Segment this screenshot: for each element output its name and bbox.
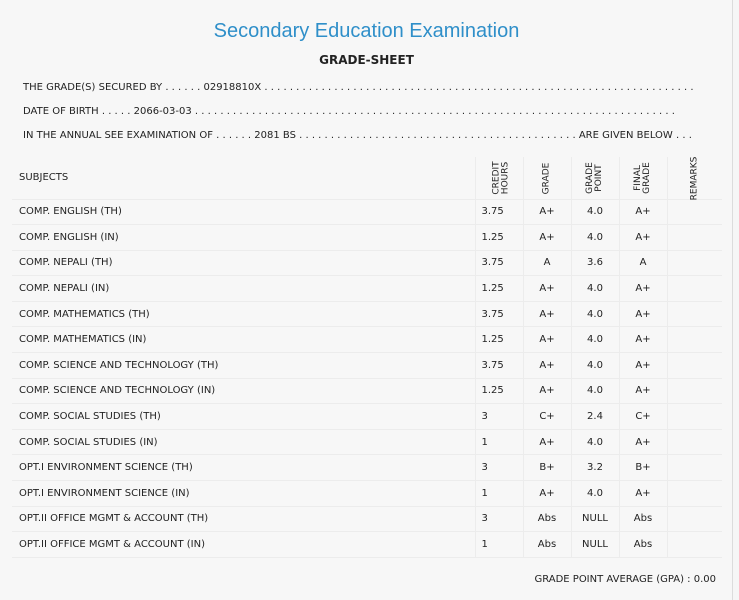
grade-cell: A+: [523, 199, 571, 225]
grade-cell: A+: [523, 225, 571, 251]
final-grade-cell: Abs: [619, 506, 667, 532]
grades-table: [12, 157, 722, 558]
grade-point-cell: 4.0: [571, 199, 619, 225]
header-final-grade: [619, 157, 667, 199]
grade-point-cell: 4.0: [571, 378, 619, 404]
credit-hours-cell: 1.25: [475, 327, 523, 353]
credit-hours-cell: 3.75: [475, 301, 523, 327]
header-fg-line2: GRADE: [641, 161, 652, 194]
grade-point-cell: 3.6: [571, 250, 619, 276]
credit-hours-cell: 1: [475, 481, 523, 507]
remarks-cell: [667, 378, 722, 404]
grade-cell: A+: [523, 276, 571, 302]
header-gp-line2: POINT: [593, 164, 604, 192]
header-fg-line1: FINAL: [632, 164, 643, 191]
subject-cell: COMP. MATHEMATICS (TH): [12, 301, 475, 327]
remarks-cell: [667, 481, 722, 507]
subject-cell: OPT.I ENVIRONMENT SCIENCE (IN): [12, 481, 475, 507]
exam-title: Secondary Education Examination: [213, 20, 520, 42]
remarks-cell: [667, 301, 722, 327]
table-row: [12, 378, 722, 404]
grade-point-cell: 3.2: [571, 455, 619, 481]
subject-cell: COMP. SCIENCE AND TECHNOLOGY (IN): [12, 378, 475, 404]
grade-cell: Abs: [523, 532, 571, 558]
final-grade-cell: A+: [619, 481, 667, 507]
grade-cell: Abs: [523, 506, 571, 532]
final-grade-cell: A+: [619, 301, 667, 327]
table-row: [12, 225, 722, 251]
final-grade-cell: Abs: [619, 532, 667, 558]
header-remarks: REMARKS: [667, 157, 722, 199]
grade-point-cell: 4.0: [571, 276, 619, 302]
remarks-cell: [667, 276, 722, 302]
subject-cell: OPT.II OFFICE MGMT & ACCOUNT (IN): [12, 532, 475, 558]
header-credit-line1: CREDIT: [492, 161, 502, 195]
final-grade-cell: A+: [619, 378, 667, 404]
final-grade-cell: A+: [619, 225, 667, 251]
grade-cell: B+: [523, 455, 571, 481]
info-date-of-birth: DATE OF BIRTH . . . . . 2066-03-03 . . . . . . . . . . . . . . . . . . . . . . . . . . . . . . . . . . . . . . . . . . . . . . . . . . . . . . . . . . . . . . . . . . . . . . . . . . . .: [23, 106, 675, 117]
grade-cell: A: [523, 250, 571, 276]
credit-hours-cell: 1.25: [475, 276, 523, 302]
grade-point-cell: 4.0: [571, 225, 619, 251]
final-grade-cell: A+: [619, 353, 667, 379]
credit-hours-cell: 1: [475, 532, 523, 558]
grade-cell: C+: [523, 404, 571, 430]
subject-cell: COMP. MATHEMATICS (IN): [12, 327, 475, 353]
header-gp-line1: GRADE: [584, 161, 595, 194]
table-row: [12, 250, 722, 276]
table-row: [12, 532, 722, 558]
subject-cell: COMP. NEPALI (IN): [12, 276, 475, 302]
header-grade-point: [571, 157, 619, 199]
grade-cell: A+: [523, 429, 571, 455]
table-row: [12, 301, 722, 327]
subject-cell: COMP. SOCIAL STUDIES (TH): [12, 404, 475, 430]
grade-point-cell: 4.0: [571, 301, 619, 327]
grade-sheet-heading: GRADE-SHEET: [319, 53, 414, 67]
credit-hours-cell: 3.75: [475, 353, 523, 379]
gpa-summary: GRADE POINT AVERAGE (GPA) : 0.00: [534, 574, 716, 585]
remarks-cell: [667, 455, 722, 481]
final-grade-cell: A+: [619, 327, 667, 353]
credit-hours-cell: 3.75: [475, 250, 523, 276]
subject-cell: COMP. SOCIAL STUDIES (IN): [12, 429, 475, 455]
final-grade-cell: A+: [619, 429, 667, 455]
header-subjects: SUBJECTS: [12, 157, 475, 199]
subject-cell: COMP. ENGLISH (IN): [12, 225, 475, 251]
table-row: [12, 404, 722, 430]
final-grade-cell: C+: [619, 404, 667, 430]
final-grade-cell: A+: [619, 199, 667, 225]
grade-point-cell: 2.4: [571, 404, 619, 430]
remarks-cell: [667, 532, 722, 558]
table-row: [12, 327, 722, 353]
credit-hours-cell: 3: [475, 455, 523, 481]
header-credit-line2: HOURS: [501, 161, 511, 194]
info-examination: IN THE ANNUAL SEE EXAMINATION OF . . . . . . 2081 BS . . . . . . . . . . . . . . . . . . . . . . . . . . . . . . . . . . . . . . . . . . . . ARE GIVEN BELOW . . .: [23, 130, 692, 141]
remarks-cell: [667, 506, 722, 532]
table-row: [12, 353, 722, 379]
table-row: [12, 481, 722, 507]
remarks-cell: [667, 353, 722, 379]
grade-cell: A+: [523, 481, 571, 507]
grade-cell: A+: [523, 378, 571, 404]
header-grade: GRADE: [523, 157, 571, 199]
subject-cell: COMP. SCIENCE AND TECHNOLOGY (TH): [12, 353, 475, 379]
remarks-cell: [667, 404, 722, 430]
remarks-cell: [667, 225, 722, 251]
final-grade-cell: A: [619, 250, 667, 276]
credit-hours-cell: 3: [475, 404, 523, 430]
table-row: [12, 199, 722, 225]
grade-cell: A+: [523, 301, 571, 327]
table-row: [12, 455, 722, 481]
table-row: [12, 276, 722, 302]
grade-point-cell: NULL: [571, 506, 619, 532]
final-grade-cell: A+: [619, 276, 667, 302]
remarks-cell: [667, 429, 722, 455]
subject-cell: OPT.I ENVIRONMENT SCIENCE (TH): [12, 455, 475, 481]
credit-hours-cell: 1.25: [475, 378, 523, 404]
remarks-cell: [667, 199, 722, 225]
subject-cell: COMP. ENGLISH (TH): [12, 199, 475, 225]
header-credit-hours: [475, 157, 523, 199]
grade-cell: A+: [523, 327, 571, 353]
table-row: [12, 506, 722, 532]
grade-point-cell: NULL: [571, 532, 619, 558]
remarks-cell: [667, 327, 722, 353]
final-grade-cell: B+: [619, 455, 667, 481]
info-secured-by: THE GRADE(S) SECURED BY . . . . . . 02918810X . . . . . . . . . . . . . . . . . . . . . . . . . . . . . . . . . . . . . . . . . . . . . . . . . . . . . . . . . . . . . . . . . . . .: [23, 82, 694, 93]
credit-hours-cell: 3.75: [475, 199, 523, 225]
subject-cell: COMP. NEPALI (TH): [12, 250, 475, 276]
table-row: [12, 429, 722, 455]
credit-hours-cell: 3: [475, 506, 523, 532]
remarks-cell: [667, 250, 722, 276]
grade-cell: A+: [523, 353, 571, 379]
grade-point-cell: 4.0: [571, 327, 619, 353]
table-header-row: [12, 157, 722, 199]
grade-point-cell: 4.0: [571, 481, 619, 507]
credit-hours-cell: 1.25: [475, 225, 523, 251]
credit-hours-cell: 1: [475, 429, 523, 455]
subject-cell: OPT.II OFFICE MGMT & ACCOUNT (TH): [12, 506, 475, 532]
grade-point-cell: 4.0: [571, 429, 619, 455]
grade-point-cell: 4.0: [571, 353, 619, 379]
